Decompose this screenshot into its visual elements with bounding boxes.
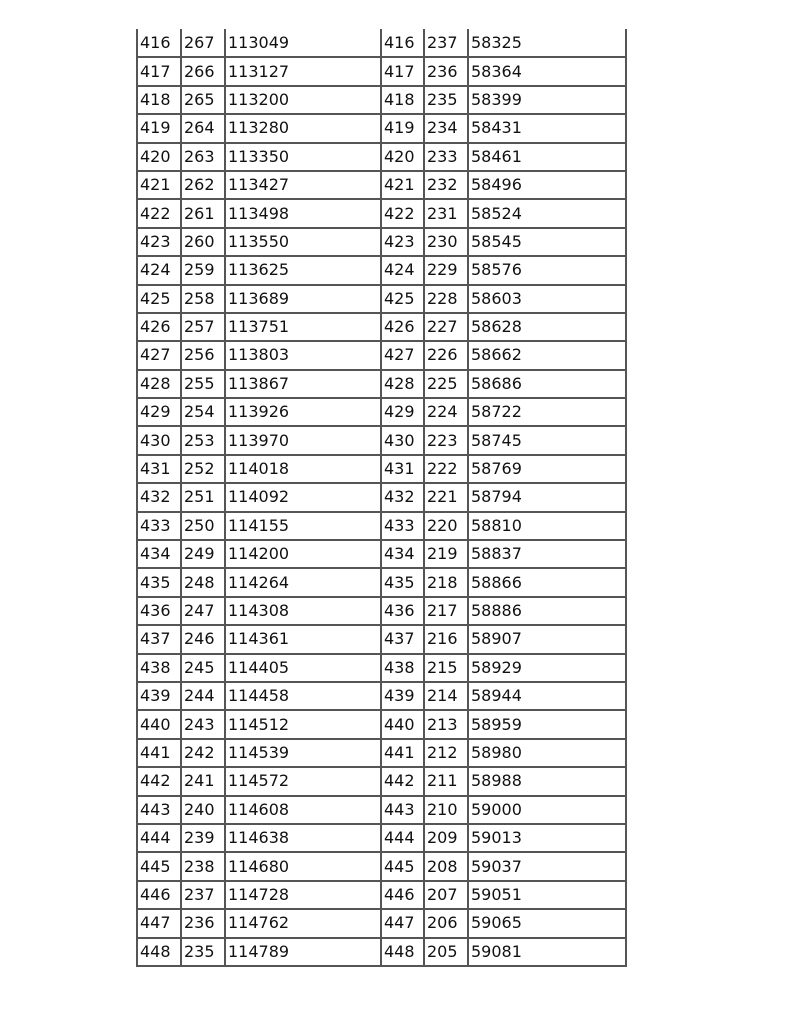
right-count-cell: 58461	[468, 143, 626, 171]
right-rank-cell: 205	[424, 938, 468, 966]
right-rank-cell: 237	[424, 29, 468, 57]
right-rank-cell: 214	[424, 682, 468, 710]
left-count-cell: 114789	[225, 938, 381, 966]
left-score-cell: 440	[137, 710, 181, 738]
left-rank-cell: 238	[181, 852, 225, 880]
table-row	[137, 171, 626, 199]
right-score-cell: 424	[381, 256, 424, 284]
left-score-cell: 424	[137, 256, 181, 284]
table-row	[137, 597, 626, 625]
left-count-cell: 113751	[225, 313, 381, 341]
right-score-cell: 446	[381, 881, 424, 909]
right-count-cell: 58988	[468, 767, 626, 795]
left-count-cell: 113550	[225, 228, 381, 256]
left-rank-cell: 244	[181, 682, 225, 710]
right-rank-cell: 213	[424, 710, 468, 738]
right-rank-cell: 233	[424, 143, 468, 171]
right-score-cell: 441	[381, 739, 424, 767]
left-count-cell: 114308	[225, 597, 381, 625]
right-score-cell: 447	[381, 909, 424, 937]
score-rank-table	[136, 29, 627, 967]
left-rank-cell: 265	[181, 86, 225, 114]
left-count-cell: 113970	[225, 426, 381, 454]
left-rank-cell: 253	[181, 426, 225, 454]
right-score-cell: 422	[381, 199, 424, 227]
table-row	[137, 767, 626, 795]
left-score-cell: 431	[137, 455, 181, 483]
table-row	[137, 710, 626, 738]
right-score-cell: 437	[381, 625, 424, 653]
left-rank-cell: 242	[181, 739, 225, 767]
left-count-cell: 113926	[225, 398, 381, 426]
right-count-cell: 59000	[468, 796, 626, 824]
right-score-cell: 429	[381, 398, 424, 426]
right-count-cell: 58545	[468, 228, 626, 256]
left-score-cell: 423	[137, 228, 181, 256]
left-rank-cell: 256	[181, 341, 225, 369]
right-count-cell: 58431	[468, 114, 626, 142]
right-rank-cell: 225	[424, 370, 468, 398]
table-row	[137, 512, 626, 540]
right-rank-cell: 220	[424, 512, 468, 540]
table-row	[137, 228, 626, 256]
left-score-cell: 439	[137, 682, 181, 710]
left-score-cell: 417	[137, 57, 181, 85]
right-score-cell: 435	[381, 568, 424, 596]
left-count-cell: 113803	[225, 341, 381, 369]
right-rank-cell: 206	[424, 909, 468, 937]
right-count-cell: 59037	[468, 852, 626, 880]
left-count-cell: 114405	[225, 654, 381, 682]
right-score-cell: 438	[381, 654, 424, 682]
right-count-cell: 59051	[468, 881, 626, 909]
left-count-cell: 113867	[225, 370, 381, 398]
left-rank-cell: 237	[181, 881, 225, 909]
right-rank-cell: 208	[424, 852, 468, 880]
left-score-cell: 447	[137, 909, 181, 937]
left-count-cell: 114458	[225, 682, 381, 710]
right-rank-cell: 211	[424, 767, 468, 795]
table-row	[137, 285, 626, 313]
left-score-cell: 429	[137, 398, 181, 426]
table-row	[137, 426, 626, 454]
right-rank-cell: 230	[424, 228, 468, 256]
right-rank-cell: 227	[424, 313, 468, 341]
table-row	[137, 455, 626, 483]
right-rank-cell: 228	[424, 285, 468, 313]
table-row	[137, 654, 626, 682]
right-rank-cell: 215	[424, 654, 468, 682]
left-count-cell: 113049	[225, 29, 381, 57]
table-row	[137, 881, 626, 909]
left-rank-cell: 246	[181, 625, 225, 653]
right-count-cell: 58524	[468, 199, 626, 227]
left-rank-cell: 255	[181, 370, 225, 398]
left-score-cell: 441	[137, 739, 181, 767]
left-count-cell: 113625	[225, 256, 381, 284]
right-rank-cell: 217	[424, 597, 468, 625]
left-score-cell: 416	[137, 29, 181, 57]
right-score-cell: 444	[381, 824, 424, 852]
right-count-cell: 58837	[468, 540, 626, 568]
right-count-cell: 58959	[468, 710, 626, 738]
right-rank-cell: 221	[424, 483, 468, 511]
left-rank-cell: 267	[181, 29, 225, 57]
left-score-cell: 419	[137, 114, 181, 142]
right-count-cell: 58399	[468, 86, 626, 114]
left-rank-cell: 261	[181, 199, 225, 227]
right-score-cell: 428	[381, 370, 424, 398]
right-score-cell: 440	[381, 710, 424, 738]
table-row	[137, 909, 626, 937]
right-count-cell: 58794	[468, 483, 626, 511]
table-row	[137, 568, 626, 596]
right-score-cell: 421	[381, 171, 424, 199]
right-rank-cell: 219	[424, 540, 468, 568]
left-rank-cell: 241	[181, 767, 225, 795]
left-score-cell: 437	[137, 625, 181, 653]
left-score-cell: 425	[137, 285, 181, 313]
table-row	[137, 114, 626, 142]
right-score-cell: 433	[381, 512, 424, 540]
right-rank-cell: 207	[424, 881, 468, 909]
right-rank-cell: 236	[424, 57, 468, 85]
table-row	[137, 625, 626, 653]
right-rank-cell: 231	[424, 199, 468, 227]
left-rank-cell: 245	[181, 654, 225, 682]
table-row	[137, 938, 626, 966]
left-count-cell: 114680	[225, 852, 381, 880]
right-count-cell: 58769	[468, 455, 626, 483]
left-count-cell: 114539	[225, 739, 381, 767]
left-score-cell: 444	[137, 824, 181, 852]
table-row	[137, 852, 626, 880]
right-score-cell: 416	[381, 29, 424, 57]
left-score-cell: 420	[137, 143, 181, 171]
left-count-cell: 114608	[225, 796, 381, 824]
left-count-cell: 113280	[225, 114, 381, 142]
left-score-cell: 442	[137, 767, 181, 795]
right-score-cell: 439	[381, 682, 424, 710]
right-score-cell: 436	[381, 597, 424, 625]
left-score-cell: 421	[137, 171, 181, 199]
left-rank-cell: 254	[181, 398, 225, 426]
right-count-cell: 59065	[468, 909, 626, 937]
left-count-cell: 114018	[225, 455, 381, 483]
left-score-cell: 438	[137, 654, 181, 682]
left-rank-cell: 266	[181, 57, 225, 85]
left-rank-cell: 251	[181, 483, 225, 511]
table-row	[137, 86, 626, 114]
right-rank-cell: 209	[424, 824, 468, 852]
right-count-cell: 58866	[468, 568, 626, 596]
left-score-cell: 448	[137, 938, 181, 966]
left-count-cell: 113689	[225, 285, 381, 313]
table-row	[137, 199, 626, 227]
right-rank-cell: 234	[424, 114, 468, 142]
right-score-cell: 420	[381, 143, 424, 171]
left-rank-cell: 247	[181, 597, 225, 625]
right-score-cell: 443	[381, 796, 424, 824]
right-count-cell: 58944	[468, 682, 626, 710]
right-count-cell: 58745	[468, 426, 626, 454]
left-rank-cell: 243	[181, 710, 225, 738]
right-score-cell: 434	[381, 540, 424, 568]
right-count-cell: 58686	[468, 370, 626, 398]
table-row	[137, 739, 626, 767]
left-score-cell: 418	[137, 86, 181, 114]
right-rank-cell: 229	[424, 256, 468, 284]
left-rank-cell: 240	[181, 796, 225, 824]
right-score-cell: 423	[381, 228, 424, 256]
right-rank-cell: 218	[424, 568, 468, 596]
right-score-cell: 427	[381, 341, 424, 369]
right-score-cell: 442	[381, 767, 424, 795]
left-count-cell: 114092	[225, 483, 381, 511]
right-score-cell: 432	[381, 483, 424, 511]
left-score-cell: 422	[137, 199, 181, 227]
right-count-cell: 58662	[468, 341, 626, 369]
right-rank-cell: 226	[424, 341, 468, 369]
right-score-cell: 425	[381, 285, 424, 313]
right-rank-cell: 210	[424, 796, 468, 824]
left-rank-cell: 239	[181, 824, 225, 852]
left-count-cell: 114512	[225, 710, 381, 738]
left-count-cell: 113127	[225, 57, 381, 85]
table-row	[137, 256, 626, 284]
table-row	[137, 398, 626, 426]
right-count-cell: 59081	[468, 938, 626, 966]
left-count-cell: 114155	[225, 512, 381, 540]
right-rank-cell: 232	[424, 171, 468, 199]
left-count-cell: 113350	[225, 143, 381, 171]
left-score-cell: 436	[137, 597, 181, 625]
right-count-cell: 58576	[468, 256, 626, 284]
left-rank-cell: 263	[181, 143, 225, 171]
table-row	[137, 313, 626, 341]
left-score-cell: 428	[137, 370, 181, 398]
left-score-cell: 446	[137, 881, 181, 909]
right-count-cell: 58722	[468, 398, 626, 426]
right-rank-cell: 212	[424, 739, 468, 767]
left-rank-cell: 236	[181, 909, 225, 937]
right-rank-cell: 223	[424, 426, 468, 454]
right-count-cell: 58364	[468, 57, 626, 85]
left-count-cell: 114572	[225, 767, 381, 795]
left-count-cell: 114361	[225, 625, 381, 653]
left-rank-cell: 249	[181, 540, 225, 568]
right-score-cell: 418	[381, 86, 424, 114]
left-score-cell: 443	[137, 796, 181, 824]
right-score-cell: 430	[381, 426, 424, 454]
right-count-cell: 58886	[468, 597, 626, 625]
right-rank-cell: 235	[424, 86, 468, 114]
left-rank-cell: 258	[181, 285, 225, 313]
left-rank-cell: 259	[181, 256, 225, 284]
right-count-cell: 58907	[468, 625, 626, 653]
left-rank-cell: 250	[181, 512, 225, 540]
left-rank-cell: 235	[181, 938, 225, 966]
left-count-cell: 114638	[225, 824, 381, 852]
right-score-cell: 431	[381, 455, 424, 483]
right-score-cell: 419	[381, 114, 424, 142]
table-row	[137, 57, 626, 85]
left-score-cell: 432	[137, 483, 181, 511]
right-count-cell: 58325	[468, 29, 626, 57]
right-count-cell: 58929	[468, 654, 626, 682]
table-row	[137, 682, 626, 710]
left-rank-cell: 248	[181, 568, 225, 596]
right-count-cell: 58496	[468, 171, 626, 199]
left-score-cell: 434	[137, 540, 181, 568]
table-row	[137, 824, 626, 852]
left-score-cell: 430	[137, 426, 181, 454]
left-count-cell: 114728	[225, 881, 381, 909]
table-row	[137, 540, 626, 568]
left-rank-cell: 257	[181, 313, 225, 341]
left-score-cell: 426	[137, 313, 181, 341]
left-count-cell: 114200	[225, 540, 381, 568]
table-row	[137, 370, 626, 398]
left-rank-cell: 252	[181, 455, 225, 483]
left-score-cell: 433	[137, 512, 181, 540]
left-count-cell: 113498	[225, 199, 381, 227]
left-count-cell: 114264	[225, 568, 381, 596]
right-count-cell: 58628	[468, 313, 626, 341]
left-score-cell: 435	[137, 568, 181, 596]
table-body	[137, 29, 626, 966]
table-row	[137, 341, 626, 369]
table-row	[137, 29, 626, 57]
right-count-cell: 59013	[468, 824, 626, 852]
right-score-cell: 417	[381, 57, 424, 85]
right-score-cell: 426	[381, 313, 424, 341]
right-count-cell: 58603	[468, 285, 626, 313]
left-score-cell: 427	[137, 341, 181, 369]
right-count-cell: 58810	[468, 512, 626, 540]
right-score-cell: 445	[381, 852, 424, 880]
left-rank-cell: 262	[181, 171, 225, 199]
right-rank-cell: 222	[424, 455, 468, 483]
right-count-cell: 58980	[468, 739, 626, 767]
table-row	[137, 143, 626, 171]
right-score-cell: 448	[381, 938, 424, 966]
left-count-cell: 113427	[225, 171, 381, 199]
left-score-cell: 445	[137, 852, 181, 880]
left-rank-cell: 264	[181, 114, 225, 142]
left-count-cell: 113200	[225, 86, 381, 114]
left-rank-cell: 260	[181, 228, 225, 256]
right-rank-cell: 216	[424, 625, 468, 653]
right-rank-cell: 224	[424, 398, 468, 426]
left-count-cell: 114762	[225, 909, 381, 937]
table-row	[137, 483, 626, 511]
table-row	[137, 796, 626, 824]
